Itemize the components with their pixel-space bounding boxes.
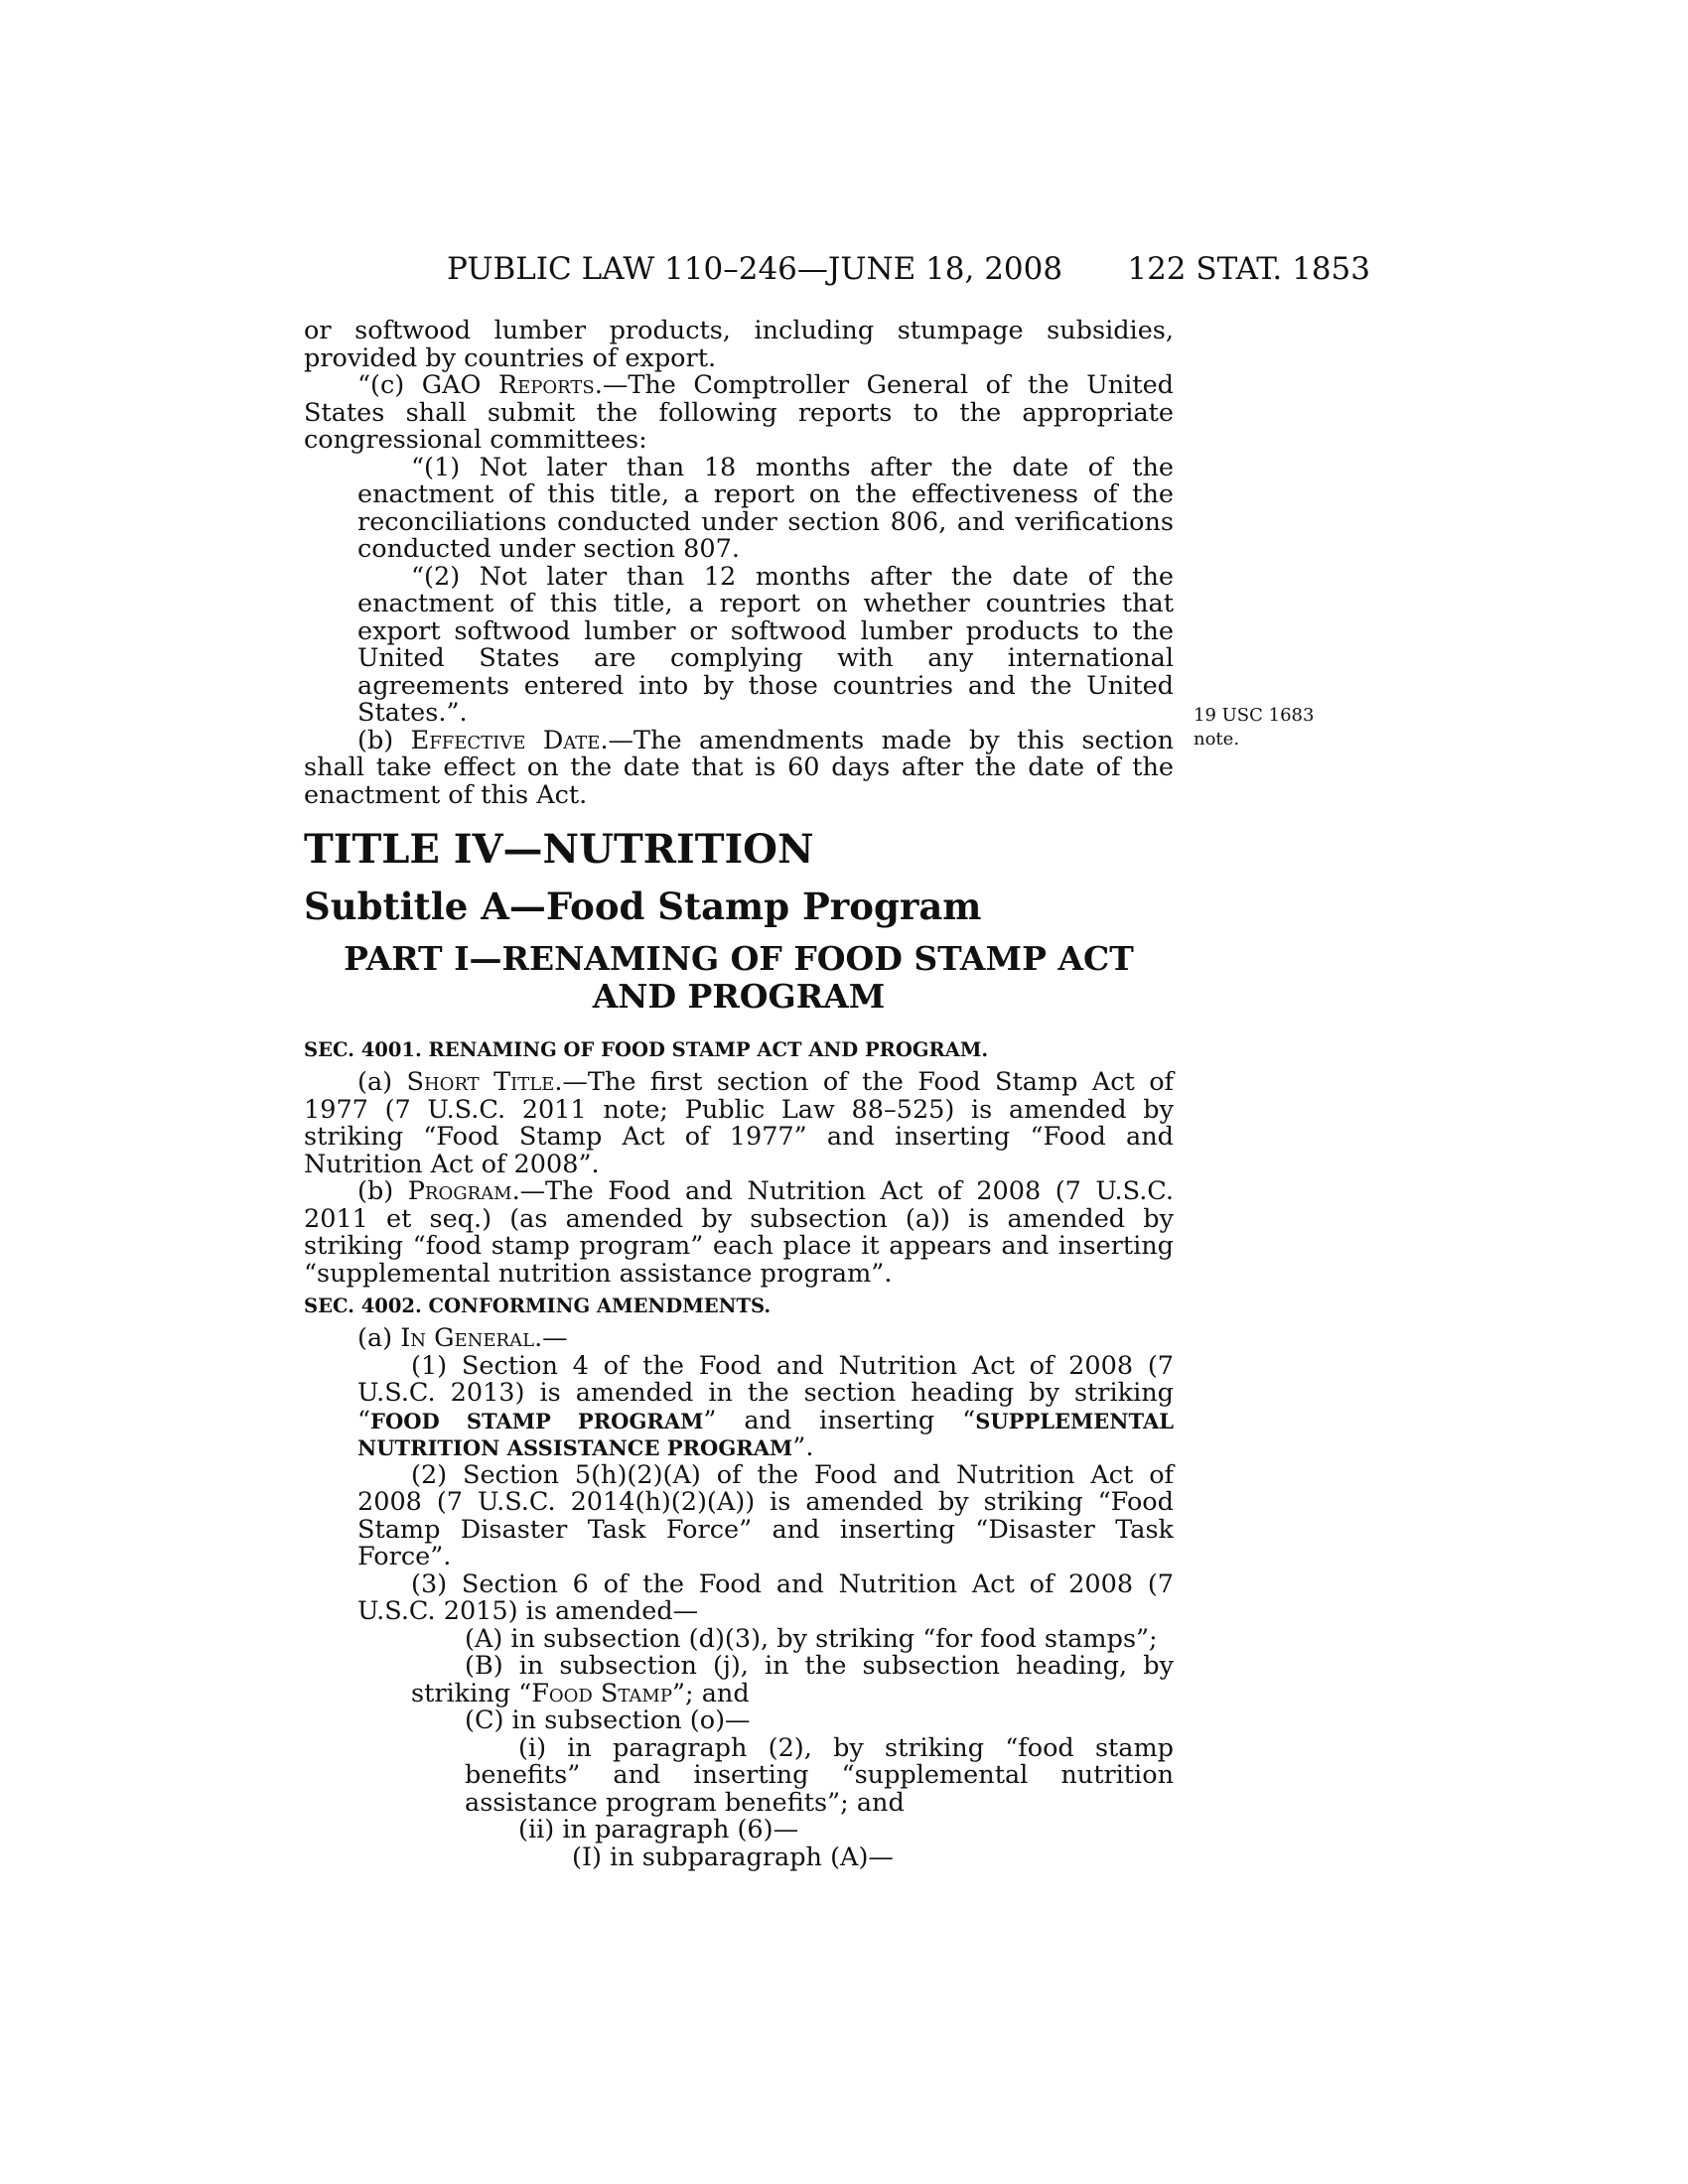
- paragraph-text: .—: [534, 1323, 568, 1353]
- part-heading: PART I—RENAMING OF FOOD STAMP ACT AND PROGRAM: [344, 939, 1134, 1016]
- paragraph-open: (b): [357, 1176, 408, 1206]
- paragraph-amendment-3a: (A) in subsection (d)(3), by striking “for food stamps”;: [465, 1623, 1158, 1654]
- paragraph-text: ” and inserting “: [703, 1405, 976, 1435]
- paragraph-text: ”; and: [671, 1678, 750, 1708]
- paragraph-amendment-3b: [304, 1653, 1174, 1707]
- section-heading-4001: SEC. 4001. RENAMING OF FOOD STAMP ACT AND PROGRAM.: [304, 1038, 989, 1061]
- subsection-heading: Food Stamp: [531, 1678, 672, 1708]
- paragraph-continued: or softwood lumber products, including stumpage subsidies, provided by countries of export.: [304, 316, 1174, 373]
- subtitle-heading: Subtitle A—Food Stamp Program: [304, 885, 982, 928]
- paragraph-amendment-3c-ii-I: (I) in subparagraph (A)—: [572, 1842, 894, 1872]
- paragraph-gao-reports: [304, 372, 1174, 455]
- paragraph-text: .—The first section of the Food Stamp Act of 1977 (7 U.S.C. 2011 note; Public Law 88–525) is amended by striking “Food Stamp Act of 1977” and inserting “Food and Nutrition Act of 2008”.: [304, 1067, 1174, 1179]
- paragraph-in-general: [304, 1325, 1174, 1353]
- paragraph-amendment-1: [304, 1350, 1175, 1462]
- paragraph-short-title: [304, 1069, 1174, 1178]
- subsection-heading: In General: [400, 1323, 535, 1353]
- paragraph-amendment-3c-ii: (ii) in paragraph (6)—: [518, 1815, 799, 1844]
- paragraph-text: .—The Comptroller General of the United States shall submit the following reports to the appropriate congressional committees:: [304, 370, 1174, 455]
- body-text-column: [304, 318, 1174, 1871]
- margin-note-line-2: note.: [1194, 729, 1240, 750]
- paragraph-open: (a): [357, 1323, 401, 1353]
- paragraph-amendment-3c: (C) in subsection (o)—: [465, 1706, 751, 1735]
- subsection-heading: Short Title: [406, 1067, 555, 1097]
- running-head-citation: PUBLIC LAW 110–246—JUNE 18, 2008: [447, 251, 1063, 287]
- subsection-heading: Program: [407, 1176, 512, 1206]
- margin-note-line-1: 19 USC 1683: [1194, 705, 1315, 726]
- section-heading-4002: SEC. 4002. CONFORMING AMENDMENTS.: [304, 1295, 772, 1317]
- paragraph-report-1: “(1) Not later than 18 months after the date of the enactment of this title, a report on the effectiveness of the reconciliations conducted under section 806, and verifications conducted under section 807.: [357, 452, 1174, 564]
- bold-heading-text: FOOD STAMP PROGRAM: [370, 1408, 704, 1433]
- subsection-heading: Effective Date: [410, 725, 601, 755]
- paragraph-effective-date: [304, 725, 1175, 810]
- paragraph-amendment-2: (2) Section 5(h)(2)(A) of the Food and Nutrition Act of 2008 (7 U.S.C. 2014(h)(2)(A)) is amended by striking “Food Stamp Disaster Task Force” and inserting “Disaster Task Force”.: [357, 1459, 1174, 1571]
- title-heading: TITLE IV—NUTRITION: [304, 826, 814, 873]
- paragraph-open: “(c): [357, 370, 422, 400]
- paragraph-amendment-3c-i: (i) in paragraph (2), by striking “food stamp benefits” and inserting “supplemental nutrition assistance program benefits”; and: [465, 1732, 1174, 1818]
- running-head-page-number: 122 STAT. 1853: [1127, 251, 1370, 287]
- paragraph-text: (B) in subsection (j), in the subsection heading, by striking “: [411, 1651, 1174, 1708]
- paragraph-text: .—The Food and Nutrition Act of 2008 (7 U.S.C. 2011 et seq.) (as amended by subsection (a)) is amended by striking “food stamp program” each place it appears and inserting “supplemental nutrition assistance program”.: [304, 1176, 1175, 1289]
- paragraph-open: (b): [357, 725, 411, 755]
- margin-note: [1194, 704, 1314, 751]
- paragraph-text: .—The amendments made by this section shall take effect on the date that is 60 days after the date of the enactment of this Act.: [304, 725, 1175, 810]
- paragraph-report-2: “(2) Not later than 12 months after the date of the enactment of this title, a report on whether countries that export softwood lumber or softwood lumber products to the United States are complying with any international agreements entered into by those countries and the United States.”.: [357, 561, 1174, 728]
- paragraph-text: ”.: [792, 1433, 814, 1462]
- paragraph-amendment-3: (3) Section 6 of the Food and Nutrition Act of 2008 (7 U.S.C. 2015) is amended—: [357, 1569, 1174, 1626]
- paragraph-program: [304, 1178, 1174, 1288]
- subsection-heading: GAO Reports: [421, 370, 595, 400]
- paragraph-text: (1) Section 4 of the Food and Nutrition Act of 2008 (7 U.S.C. 2013) is amended in the section heading by striking “: [357, 1350, 1174, 1435]
- bold-heading-text: SUPPLEMENTAL NUTRITION ASSISTANCE PROGRAM: [357, 1408, 1175, 1460]
- paragraph-open: (a): [357, 1067, 407, 1097]
